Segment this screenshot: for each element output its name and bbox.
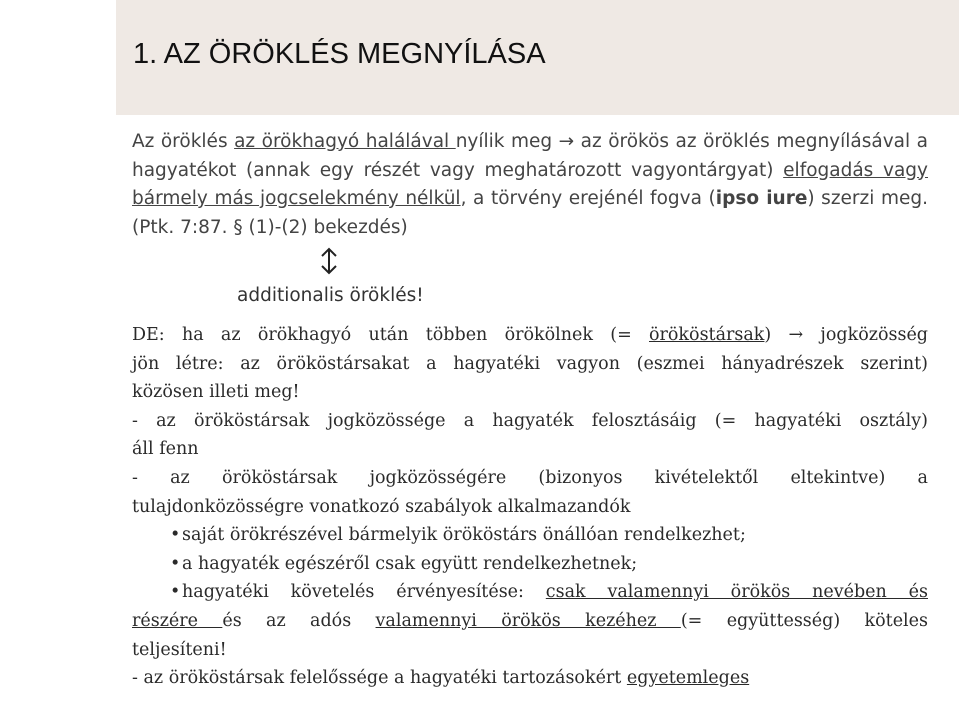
- text-line: közösen illeti meg!: [132, 382, 300, 403]
- bullet-icon: •: [170, 553, 181, 574]
- underlined-text: valamennyi örökös kezéhez: [375, 610, 681, 631]
- underlined-text: örököstársak: [649, 325, 765, 345]
- text-line: - az örököstársak jogközössége a hagyaték felosztásáig (= hagyatéki osztály): [132, 410, 928, 431]
- bullet-icon: •: [170, 525, 181, 546]
- underlined-text: az örökhagyó halálával: [234, 131, 456, 152]
- underlined-text: elfogadás vagy bármely más jogcselekmény nélkül: [132, 159, 928, 209]
- underlined-text: csak valamennyi örökös nevében és: [545, 582, 928, 603]
- text-line: teljesíteni!: [132, 639, 227, 660]
- list-item: • hagyatéki követelés érvényesítése: csak valamennyi örökös nevében és: [132, 578, 928, 607]
- underlined-text: egyetemleges: [626, 668, 750, 689]
- paragraph-inheritance-opening: [132, 128, 928, 242]
- text-line: - az örököstársak felelőssége a hagyatéki tartozásokért egyetemleges: [132, 668, 750, 689]
- underlined-text: részére: [132, 610, 223, 631]
- text: , a törvény erejénél fogva (: [460, 188, 716, 209]
- text-line: DE: ha az örökhagyó után többen örökölnek (= örököstársak) → jogközösség: [132, 325, 929, 345]
- text: ) szerzi meg. (Ptk. 7:87. § (1)-(2) bekezdés): [132, 188, 928, 238]
- text-line: jön létre: az örököstársakat a hagyatéki vagyon (eszmei hányadrészek szerint): [132, 353, 928, 374]
- paragraph-co-heirs: [132, 321, 928, 693]
- list-item: • a hagyaték egészéről csak együtt rendelkezhetnek;: [132, 550, 928, 579]
- up-down-arrow-icon: [318, 246, 340, 276]
- bold-text: ipso iure: [715, 188, 808, 209]
- list-item: • saját örökrészével bármelyik örököstárs önállóan rendelkezhet;: [132, 521, 928, 550]
- text-line: - az örököstársak jogközösségére (bizonyos kivételektől eltekintve) a: [132, 467, 928, 488]
- text-line: áll fenn: [132, 439, 199, 460]
- text: nyílik meg → az örökös az öröklés megnyílásával a hagyatékot (annak egy részét vagy meghatározott vagyontárgyat): [132, 131, 928, 181]
- bullet-icon: •: [170, 582, 181, 603]
- text: Az öröklés: [132, 131, 235, 152]
- slide-title: 1. AZ ÖRÖKLÉS MEGNYÍLÁSA: [133, 38, 546, 70]
- text-line: részére és az adós valamennyi örökös kezéhez (= együttesség) köteles: [132, 610, 928, 631]
- additional-inheritance-note: additionalis öröklés!: [237, 285, 424, 306]
- text-line: tulajdonközösségre vonatkozó szabályok alkalmazandók: [132, 496, 631, 517]
